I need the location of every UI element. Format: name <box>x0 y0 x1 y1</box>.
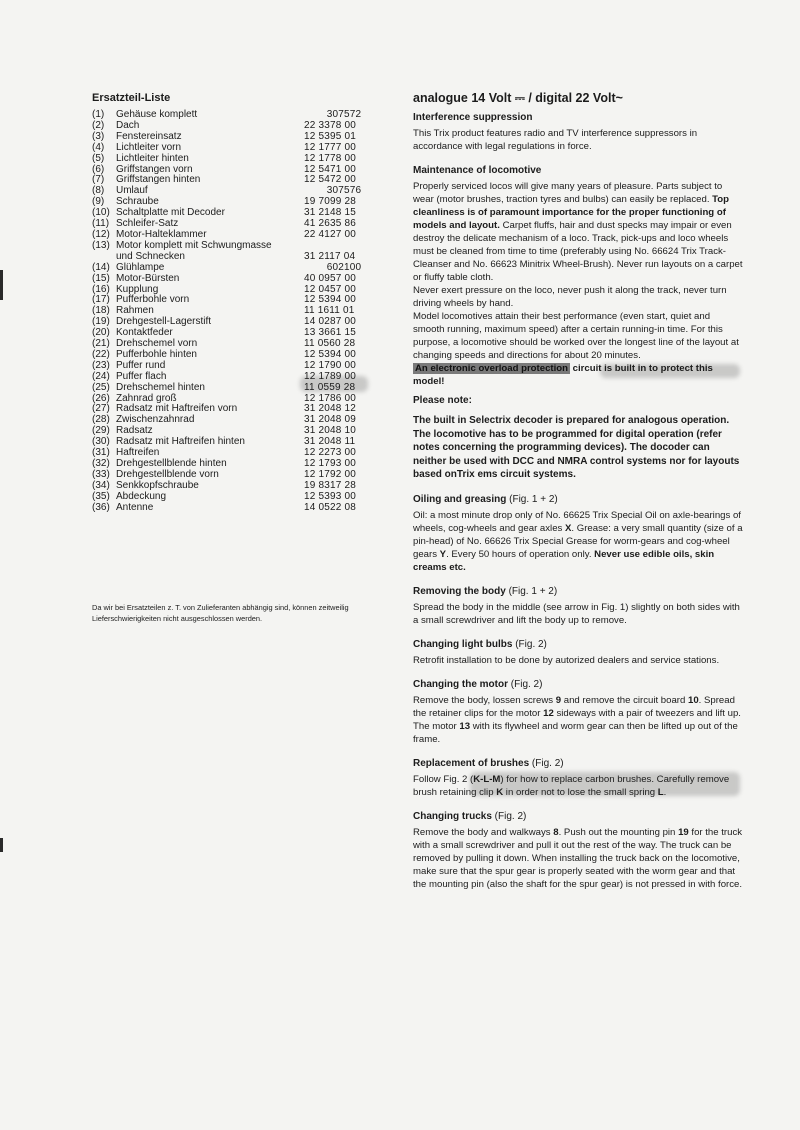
part-name: Griffstangen vorn <box>116 163 193 175</box>
part-name: Lichtleiter hinten <box>116 152 189 164</box>
part-number: 41 2635 86 <box>304 218 357 230</box>
part-name: Haftreifen <box>116 447 160 459</box>
part-index: (9) <box>92 196 105 208</box>
part-name: Drehgestellblende hinten <box>116 458 227 469</box>
part-number: 12 1793 00 <box>304 458 357 469</box>
removing-body-heading: Removing the body (Fig. 1 + 2) <box>413 585 558 597</box>
brushes-text: Follow Fig. 2 (K-L-M) for how to replace carbon brushes. Carefully remove brush retaining clip K in order not to lose the small spring L. <box>413 773 730 798</box>
part-index: (11) <box>92 218 110 230</box>
part-index: (3) <box>92 130 105 142</box>
part-number: 12 5471 00 <box>304 163 357 175</box>
part-index: (33) <box>92 468 110 480</box>
parts-row <box>92 263 382 274</box>
part-name: Drehschemel hinten <box>116 381 205 393</box>
part-number: 12 1792 00 <box>304 468 357 480</box>
part-number: 12 5395 01 <box>304 130 357 142</box>
brushes-heading: Replacement of brushes (Fig. 2) <box>413 757 564 769</box>
part-index: (14) <box>92 261 110 273</box>
part-name: Schraube <box>116 196 159 208</box>
part-name: Lichtleiter vorn <box>116 141 182 153</box>
part-index: (16) <box>92 283 110 295</box>
part-index: (30) <box>92 436 110 448</box>
oiling-heading: Oiling and greasing (Fig. 1 + 2) <box>413 493 558 505</box>
part-number: 14 0522 08 <box>304 501 357 513</box>
part-index: (5) <box>92 152 105 164</box>
part-index: (21) <box>92 338 110 350</box>
part-number: 12 1790 00 <box>304 359 357 371</box>
trucks-heading: Changing trucks (Fig. 2) <box>413 810 527 822</box>
motor-heading: Changing the motor (Fig. 2) <box>413 678 543 690</box>
part-name: Pufferbohle hinten <box>116 348 197 360</box>
part-name: Schaltplatte mit Decoder <box>116 207 225 219</box>
part-name: Radsatz <box>116 425 153 437</box>
part-number: 19 8317 28 <box>304 479 357 491</box>
part-name: Rahmen <box>116 305 154 317</box>
part-number: 19 7099 28 <box>304 196 357 208</box>
part-name: Umlauf <box>116 185 148 197</box>
part-number: 22 4127 00 <box>304 228 357 240</box>
part-name: Dach <box>116 119 140 131</box>
part-index: (36) <box>92 501 110 513</box>
part-index: (7) <box>92 174 105 186</box>
voltage-title: analogue 14 Volt ⎓ / digital 22 Volt~ <box>413 91 623 105</box>
part-name: Antenne <box>116 501 154 513</box>
part-number: 12 5394 00 <box>304 294 357 306</box>
part-number: 12 5393 00 <box>304 490 357 502</box>
part-index: (31) <box>92 447 110 459</box>
instructions-section <box>413 92 743 891</box>
part-index: (10) <box>92 207 110 219</box>
part-name: Schleifer-Satz <box>116 218 179 230</box>
part-name: Kupplung <box>116 283 159 295</box>
parts-row <box>92 383 382 394</box>
part-index: (12) <box>92 228 110 240</box>
light-bulbs-text: Retrofit installation to be done by autorized dealers and service stations. <box>413 654 720 666</box>
part-index: (23) <box>92 359 110 371</box>
part-name: Fenstereinsatz <box>116 130 182 142</box>
part-name: Motor komplett mit Schwungmasse <box>116 239 272 251</box>
part-index: (26) <box>92 392 110 404</box>
part-name: und Schnecken <box>116 250 185 262</box>
interference-heading: Interference suppression <box>413 112 533 123</box>
part-number: 12 5472 00 <box>304 174 357 186</box>
part-index: (27) <box>92 403 110 415</box>
part-number: 31 2048 09 <box>304 414 357 426</box>
part-name: Drehgestellblende vorn <box>116 468 219 480</box>
part-index: (4) <box>92 141 105 153</box>
part-index: (20) <box>92 327 110 339</box>
interference-text: This Trix product features radio and TV interference suppressors in accordance with legal regulations in force. <box>413 128 698 152</box>
decoder-note-text: The built in Selectrix decoder is prepared for analogous operation. The locomotive has to be programmed for digital operation (refer notes concerning the programming devices). The docoder can neither be used with DCC and NMRA control systems nor for layouts based onTrix ems circuit systems. <box>413 415 740 481</box>
part-index: (28) <box>92 414 110 426</box>
part-index: (13) <box>92 239 110 251</box>
part-name: Griffstangen hinten <box>116 174 201 186</box>
part-number: 31 2048 10 <box>304 425 357 437</box>
part-name: Drehschemel vorn <box>116 338 198 350</box>
parts-list-title: Ersatzteil-Liste <box>92 92 171 104</box>
part-number: 13 3661 15 <box>304 327 357 339</box>
part-name: Puffer rund <box>116 359 166 371</box>
maintenance-paragraph-1: Properly serviced locos will give many years of pleasure. Parts subject to wear (motor brushes, traction tyres and bulbs) can easily be replaced. Top cleanliness is of paramount importance for the proper functioning of models and layout. Carpet fluffs, hair and dust specks may impair or even destroy the delicate mechanism of a loco. Track, pick-ups and loco wheels must be cleaned from time to time (preferably using No. 66624 Trix Track-Cleanser and No. 66623 Minitrix Wheel-Brush). Never run layouts on a carpet or fluffy table cloth. <box>413 181 743 283</box>
parts-row <box>92 503 382 514</box>
light-bulbs-heading: Changing light bulbs (Fig. 2) <box>413 638 547 650</box>
part-number: 12 1777 00 <box>304 141 357 153</box>
part-name: Pufferbohle vorn <box>116 294 190 306</box>
part-name: Radsatz mit Haftreifen hinten <box>116 436 245 448</box>
oiling-text: Oil: a most minute drop only of No. 66625 Trix Special Oil on axle-bearings of wheels, cog-wheels and gear axles X. Grease: a very small quantity (size of a pin-head) of No. 66626 Trix Special Grease for worm-gears and cog-wheel gears Y. Every 50 hours of operation only. Never use edible oils, skin creams etc. <box>413 509 743 573</box>
part-number: 12 1786 00 <box>304 392 357 404</box>
part-name: Radsatz mit Haftreifen vorn <box>116 403 238 415</box>
part-name: Motor-Bürsten <box>116 272 180 284</box>
please-note-heading: Please note: <box>413 395 472 406</box>
part-number: 11 0560 28 <box>304 338 356 350</box>
part-index: (6) <box>92 163 105 175</box>
part-number: 22 3378 00 <box>304 119 357 131</box>
maintenance-paragraph-2: Never exert pressure on the loco, never push it along the track, never turn driving wheels by hand. <box>413 285 727 309</box>
part-number: 31 2117 04 <box>304 250 356 262</box>
trucks-text: Remove the body and walkways 8. Push out the mounting pin 19 for the truck with a small screwdriver and pull it out the rest of the way. The truck can be removed by pulling it down. When installing the truck back on the locomotive, make sure that the spur gear is properly seated with the worm gear and that the mounting pin (also the shaft for the spur gear) is not pressed in with force. <box>413 826 743 890</box>
part-index: (24) <box>92 370 110 382</box>
part-name: Senkkopfschraube <box>116 479 199 491</box>
part-number: 14 0287 00 <box>304 316 357 328</box>
part-number: 602100 <box>326 261 362 273</box>
parts-list-section <box>92 92 382 514</box>
part-number: 12 2273 00 <box>304 447 357 459</box>
overload-protection-text: An electronic overload protection circuit is built in to protect this model! <box>413 363 713 387</box>
part-name: Gehäuse komplett <box>116 109 198 120</box>
part-index: (19) <box>92 316 110 328</box>
maintenance-heading: Maintenance of locomotive <box>413 165 542 176</box>
part-index: (15) <box>92 272 110 284</box>
motor-text: Remove the body, lossen screws 9 and remove the circuit board 10. Spread the retainer clips for the motor 12 sideways with a pair of tweezers and lift up. The motor 13 with its flywheel and worm gear can then be lifted up out of the frame. <box>413 694 741 745</box>
part-index: (32) <box>92 458 110 469</box>
part-name: Zahnrad groß <box>116 392 177 404</box>
maintenance-paragraph-3: Model locomotives attain their best performance (even start, quiet and smooth running, maximum speed) after a certain running-in time. For this purpose, a locomotive should be worked over the longest line of the layout at changing speeds and directions for about 20 minutes. <box>413 311 739 361</box>
part-name: Puffer flach <box>116 370 167 382</box>
removing-body-text: Spread the body in the middle (see arrow in Fig. 1) slightly on both sides with a small screwdriver and lift the body up to remove. <box>413 601 740 626</box>
part-number: 31 2048 12 <box>304 403 357 415</box>
part-number: 307572 <box>326 109 362 120</box>
part-number: 12 1789 00 <box>304 370 357 382</box>
scan-edge-mark <box>0 270 3 300</box>
part-number: 31 2048 11 <box>304 436 356 448</box>
part-index: (22) <box>92 348 110 360</box>
part-index: (8) <box>92 185 105 197</box>
part-index: (2) <box>92 119 105 131</box>
part-number: 31 2148 15 <box>304 207 357 219</box>
part-index: (18) <box>92 305 110 317</box>
parts-table <box>92 110 382 514</box>
part-number: 12 0457 00 <box>304 283 357 295</box>
part-number: 12 5394 00 <box>304 348 357 360</box>
part-index: (35) <box>92 490 110 502</box>
part-index: (29) <box>92 425 110 437</box>
part-name: Kontaktfeder <box>116 327 173 339</box>
parts-row <box>92 143 382 154</box>
part-number: 12 1778 00 <box>304 152 357 164</box>
parts-row <box>92 274 382 285</box>
part-number: 40 0957 00 <box>304 272 357 284</box>
part-number: 11 1611 01 <box>304 305 355 317</box>
part-index: (34) <box>92 479 110 491</box>
part-index: (17) <box>92 294 110 306</box>
part-index: (1) <box>92 109 105 120</box>
part-name: Zwischenzahnrad <box>116 414 195 426</box>
part-number: 307576 <box>326 185 362 197</box>
supply-note: Da wir bei Ersatzteilen z. T. von Zulieferanten abhängig sind, können zeitweilig Lieferschwierigkeiten nicht ausgeschlossen werden. <box>92 603 349 623</box>
parts-row <box>92 492 382 503</box>
part-name: Abdeckung <box>116 490 167 502</box>
part-name: Glühlampe <box>116 261 165 273</box>
part-name: Drehgestell-Lagerstift <box>116 316 212 328</box>
part-index: (25) <box>92 381 110 393</box>
scan-edge-mark <box>0 838 3 852</box>
part-number: 11 0559 28 <box>304 381 356 393</box>
part-name: Motor-Halteklammer <box>116 228 207 240</box>
parts-row <box>92 154 382 165</box>
